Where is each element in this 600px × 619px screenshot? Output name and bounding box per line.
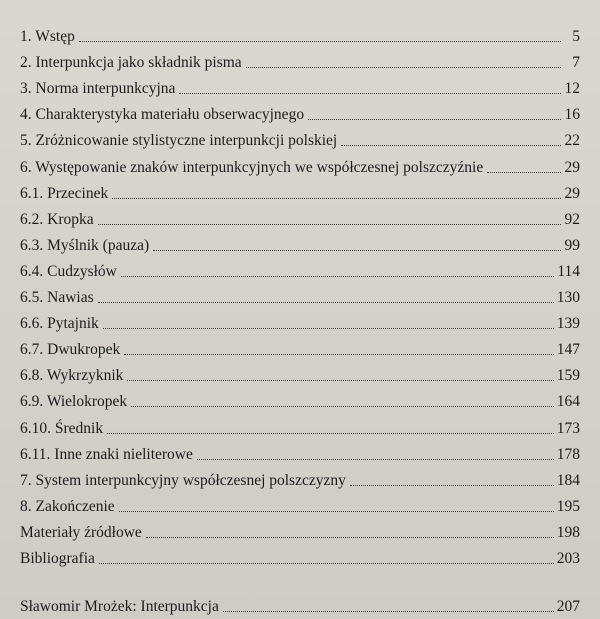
toc-entry-title: 2. Interpunkcja jako składnik pisma (20, 54, 242, 72)
toc-entry-title: 6.9. Wielokropek (20, 393, 128, 411)
toc-entry-page: 7 (572, 54, 580, 72)
toc-entry-title: 6.7. Dwukropek (20, 341, 121, 359)
toc-entry-title: 7. System interpunkcyjny współczesnej polszczyzny (20, 471, 346, 489)
toc-entry-title: 6.6. Pytajnik (20, 315, 99, 333)
toc-entry (20, 255, 580, 281)
section-gap (20, 568, 580, 590)
toc-entry-title: 6.3. Myślnik (pauza) (20, 236, 150, 254)
toc-entry-page: 203 (556, 549, 580, 567)
toc-dot-leader (350, 485, 554, 486)
toc-entry (20, 177, 580, 203)
toc-dot-leader (487, 172, 561, 173)
toc-entry-title: Sławomir Mrożek: Interpunkcja (20, 598, 219, 616)
toc-entry-title: 5. Zróżnicowanie stylistyczne interpunkcji polskiej (20, 132, 338, 150)
toc-entry-page: 12 (564, 80, 580, 98)
toc-entry-page: 198 (556, 523, 580, 541)
toc-dot-leader (98, 224, 561, 225)
toc-entry-title: 3. Norma interpunkcyjna (20, 80, 176, 98)
toc-appendix-entry (20, 590, 580, 616)
toc-entry (20, 542, 580, 568)
toc-dot-leader (127, 380, 553, 381)
toc-dot-leader (146, 537, 554, 538)
toc-dot-leader (103, 328, 554, 329)
toc-dot-leader (119, 511, 554, 512)
toc-entry-title: 8. Zakończenie (20, 497, 115, 515)
toc-entry-page: 22 (564, 132, 580, 150)
toc-dot-leader (79, 41, 561, 42)
toc-entry-title: Bibliografia (20, 549, 95, 567)
toc-entry-title: 6.2. Kropka (20, 210, 94, 228)
toc-entry (20, 20, 580, 46)
toc-entry-page: 139 (556, 315, 580, 333)
toc-entry-title: 6. Występowanie znaków interpunkcyjnych we współczesnej polszczyźnie (20, 158, 484, 176)
toc-dot-leader (107, 433, 554, 434)
toc-dot-leader (197, 459, 554, 460)
toc-entry-page: 159 (556, 367, 580, 385)
toc-dot-leader (121, 276, 554, 277)
toc-entry-page: 164 (556, 393, 580, 411)
toc-entry-title: 4. Charakterystyka materiału obserwacyjnego (20, 106, 305, 124)
toc-dot-leader (153, 250, 561, 251)
toc-entry-page: 130 (556, 289, 580, 307)
toc-entry-title: Materiały źródłowe (20, 523, 142, 541)
toc-entry-title: 6.4. Cudzysłów (20, 262, 117, 280)
toc-entry (20, 438, 580, 464)
toc-dot-leader (246, 67, 561, 68)
toc-entry (20, 229, 580, 255)
toc-entry (20, 281, 580, 307)
toc-entry (20, 72, 580, 98)
toc-entry (20, 464, 580, 490)
toc-entry-page: 195 (556, 497, 580, 515)
toc-dot-leader (308, 119, 561, 120)
toc-entry-title: 6.10. Średnik (20, 419, 104, 437)
toc-dot-leader (99, 563, 554, 564)
toc-entry-title: 6.11. Inne znaki nieliterowe (20, 445, 193, 463)
toc-entry-page: 147 (556, 341, 580, 359)
toc-entry (20, 203, 580, 229)
toc-entry-page: 207 (556, 598, 580, 616)
toc-entry (20, 333, 580, 359)
toc-entry (20, 307, 580, 333)
toc-entry-page: 5 (572, 28, 580, 46)
toc-entry (20, 124, 580, 150)
toc-entry-page: 178 (556, 445, 580, 463)
toc-entry (20, 516, 580, 542)
toc-entry-page: 184 (556, 471, 580, 489)
toc-entry (20, 98, 580, 124)
toc-dot-leader (131, 406, 554, 407)
toc-entry-page: 29 (564, 184, 580, 202)
toc-dot-leader (179, 93, 561, 94)
toc-entry-page: 114 (557, 262, 580, 280)
toc-dot-leader (112, 198, 561, 199)
table-of-contents (20, 20, 580, 616)
toc-entry (20, 150, 580, 176)
toc-entry (20, 411, 580, 437)
toc-entry-page: 99 (564, 236, 580, 254)
toc-entry (20, 359, 580, 385)
toc-dot-leader (223, 611, 554, 612)
toc-dot-leader (98, 302, 554, 303)
toc-entry-title: 6.8. Wykrzyknik (20, 367, 124, 385)
toc-entry-page: 173 (556, 419, 580, 437)
toc-entry-page: 16 (564, 106, 580, 124)
toc-entry-page: 29 (564, 158, 580, 176)
toc-entry-title: 1. Wstęp (20, 28, 75, 46)
toc-dot-leader (341, 145, 561, 146)
toc-entry-page: 92 (564, 210, 580, 228)
toc-entry (20, 385, 580, 411)
toc-entry-title: 6.5. Nawias (20, 289, 94, 307)
toc-dot-leader (124, 354, 553, 355)
toc-entry (20, 490, 580, 516)
toc-entry-title: 6.1. Przecinek (20, 184, 109, 202)
toc-entry (20, 46, 580, 72)
